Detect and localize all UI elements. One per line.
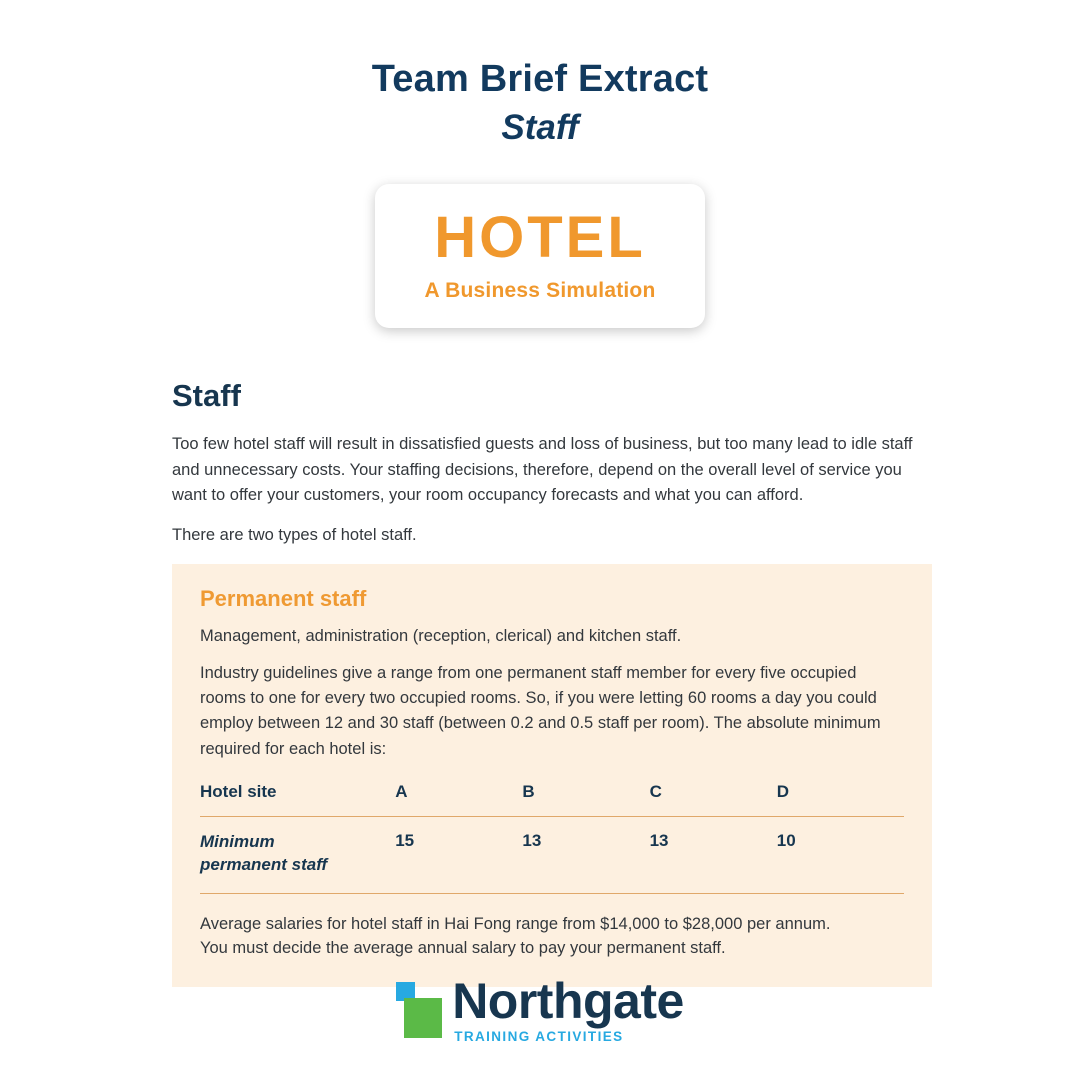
table-row-label-line2: permanent staff — [200, 854, 328, 874]
document-body — [172, 378, 932, 987]
intro-paragraph-1: Too few hotel staff will result in dissatisfied guests and loss of business, but too many lead to idle staff and unnecessary costs. Your staffing decisions, therefore, depend on the overall level of service you want to offer your customers, your room occupancy forecasts and what you can afford. — [172, 435, 913, 505]
northgate-logo — [396, 973, 684, 1044]
panel-title: Permanent staff — [200, 586, 367, 612]
intro-paragraph-2: There are two types of hotel staff. — [172, 525, 417, 544]
panel-footnote — [200, 912, 904, 962]
page-title: Team Brief Extract — [371, 58, 709, 100]
table-header-hotel-site: Hotel site — [200, 778, 395, 817]
table-header-a: A — [395, 778, 522, 817]
table-row-label-line1: Minimum — [200, 831, 275, 851]
table-row — [200, 816, 904, 893]
panel-footnote-line-1: Average salaries for hotel staff in Hai Fong range from $14,000 to $28,000 per annum. — [200, 914, 831, 933]
permanent-staff-panel — [172, 564, 932, 987]
page-subtitle: Staff — [501, 107, 579, 147]
table-cell-b: 13 — [522, 816, 649, 893]
hotel-logo-tagline: A Business Simulation — [424, 278, 656, 302]
brand-subtitle: TRAINING ACTIVITIES — [454, 1029, 624, 1044]
hotel-logo-wrapper — [0, 184, 1080, 328]
header — [0, 0, 1080, 148]
table-header-c: C — [650, 778, 777, 817]
section-heading: Staff — [172, 378, 241, 413]
northgate-wordmark — [452, 973, 684, 1044]
table-cell-c: 13 — [650, 816, 777, 893]
table-cell-d: 10 — [777, 816, 904, 893]
minimum-staff-table — [200, 778, 904, 894]
panel-paragraph-2: Industry guidelines give a range from one permanent staff member for every five occupied rooms to one for every two occupied rooms. So, if you were letting 60 rooms a day you could employ between 12 and 30 staff (between 0.2 and 0.5 staff per room). The absolute minimum required for each hotel is: — [200, 664, 881, 758]
brand-name: Northgate — [452, 973, 684, 1029]
table-cell-a: 15 — [395, 816, 522, 893]
panel-paragraph-1: Management, administration (reception, clerical) and kitchen staff. — [200, 627, 682, 646]
table-header-b: B — [522, 778, 649, 817]
panel-footnote-line-2: You must decide the average annual salary to pay your permanent staff. — [200, 939, 726, 958]
green-square-icon — [404, 998, 442, 1038]
hotel-logo-word: HOTEL — [434, 204, 646, 270]
table-header-d: D — [777, 778, 904, 817]
footer — [0, 973, 1080, 1044]
table-header-row — [200, 778, 904, 817]
table-row-label — [200, 816, 395, 893]
northgate-mark-icon — [396, 982, 448, 1038]
hotel-logo-card — [375, 184, 705, 328]
